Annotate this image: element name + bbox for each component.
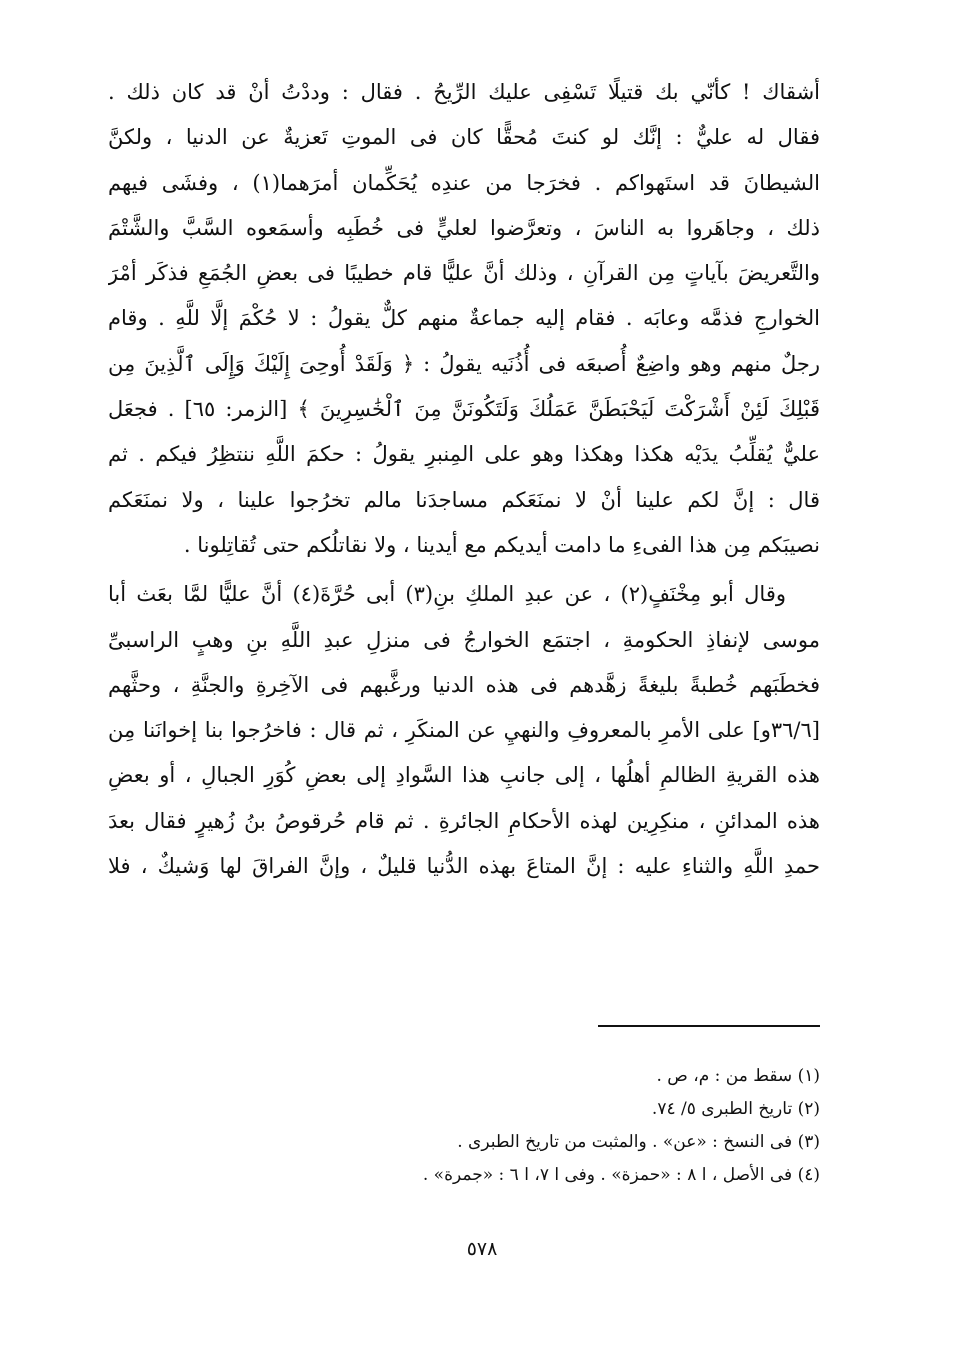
text-line: نصيبَكم مِن هذا الفىءِ ما دامت أيديكم مع أيدينا ، ولا نقاتلُكم حتى تُقاتِلونا . — [183, 532, 820, 557]
text-line: حمدِ اللَّهِ والثناءِ عليه : إنَّ المتاعَ بهذه الدُّنيا قليلٌ ، وإنَّ الفراقَ لها وَشيكٌ ، فلا — [108, 854, 820, 879]
text-line: فقال له عليٌّ : إنَّك لو كنتَ مُحقًّا كان فى الموتِ تَعزيةٌ عن الدنيا ، ولكنَّ — [108, 125, 820, 150]
text-line: قال : إنَّ لكم علينا أنْ لا نمنَعَكم مساجدَنا مالم تخرُجوا علينا ، ولا نمنَعَكم — [108, 487, 820, 512]
footnote-4: (٤) فى الأصل ، ا ٨ : «حمزة» . وفى ا ٧، ا ٦ : «جمرة» . — [422, 1165, 820, 1185]
footnote-separator — [598, 1025, 820, 1027]
text-line: الشيطانَ قد استَهواكم . فخرَجا من عندِه يُحَكِّمان أمرَهما(١) ، وفشَى فيهم — [108, 170, 820, 195]
text-line: الخوارجِ فذمَّه وعابَه . فقام إليه جماعةٌ منهم كلٌّ يقولُ : لا حُكْمَ إلَّا للَّهِ . وقام — [108, 306, 820, 331]
paragraph-2 — [108, 572, 820, 889]
text-line: هذه القريةِ الظالمِ أهلُها ، إلى جانبِ هذا السَّوادِ إلى بعضِ كُوَرِ الجبالِ ، أو بعضِ — [108, 763, 820, 788]
text-line: عليٌّ يُقلِّبُ يدَيْه هكذا وهكذا وهو على المِنبرِ يقولُ : حكمَ اللَّهِ ننتظِرُ فيكم . ثم — [108, 442, 820, 467]
text-line: أشقاك ! كأنّي بك قتيلًا تَسْفِى عليك الرِّيحُ . فقال : وددْتُ أنْ قد كان ذلك . — [108, 80, 820, 104]
text-line: رجلٌ منهم وهو واضِعٌ أُصبعَه فى أُذُنَيه يقولُ : ﴿ وَلَقَدْ أُوحِىَ إِلَيْكَ وَإِلَى ٱلَّذِينَ مِن — [108, 351, 820, 376]
footnote-1: (١) سقط من : م، ص . — [656, 1066, 820, 1086]
text-line: وقال أبو مِخْنَفٍ(٢) ، عن عبدِ الملكِ بنِ(٣) أبى حُرَّةَ(٤) أنَّ عليًّا لمَّا بعَث أبا — [108, 582, 787, 607]
text-line: ذلك ، وجاهَروا به الناسَ ، وتعرَّضوا لعليٍّ فى خُطَبِه وأسمَعوه السَّبَّ والشَّتْمَ — [108, 215, 820, 240]
text-line: موسى لإنفاذِ الحكومةِ ، اجتمَع الخوارجُ فى منزلِ عبدِ اللَّهِ بنِ وهبٍ الراسبىِّ — [108, 627, 820, 652]
footnote-3: (٣) فى النسخ : «عن» . والمثبت من تاريخ الطبرى . — [457, 1132, 820, 1152]
text-line: هذه المدائنِ ، منكِرِين لهذه الأحكامِ الجائرةِ . ثم قام حُرقوصُ بنُ زُهيرٍ فقال بعدَ — [108, 808, 820, 833]
text-line: والتَّعريضَ بآياتٍ مِن القرآنِ ، وذلك أنَّ عليًّا قام خطيبًا فى بعضِ الجُمَعِ فذكَر أمْرَ — [108, 261, 820, 286]
page-number: ٥٧٨ — [466, 1238, 498, 1260]
footnote-2: (٢) تاريخ الطبرى ٥/ ٧٤. — [651, 1099, 820, 1119]
main-text — [108, 70, 820, 889]
footnotes — [300, 1060, 820, 1192]
text-line: قَبْلِكَ لَئِنْ أَشْرَكْتَ لَيَحْبَطَنَّ عَمَلُكَ وَلَتَكُونَنَّ مِنَ ٱلْخَٰسِرِينَ ﴾ [الزمر: ٦٥] . فجعَل — [108, 397, 820, 422]
text-line: [٣٦/٦و] على الأمرِ بالمعروفِ والنهيِ عن المنكَرِ ، ثم قال : فاخرُجوا بنا إخوانَنا مِن — [108, 718, 820, 743]
paragraph-1 — [108, 70, 820, 568]
text-line: فخطَبَهم خُطبةً بليغةً زهَّدهم فى هذه الدنيا ورغَّبهم فى الآخِرةِ والجنَّةِ ، وحثَّهم — [108, 672, 820, 697]
